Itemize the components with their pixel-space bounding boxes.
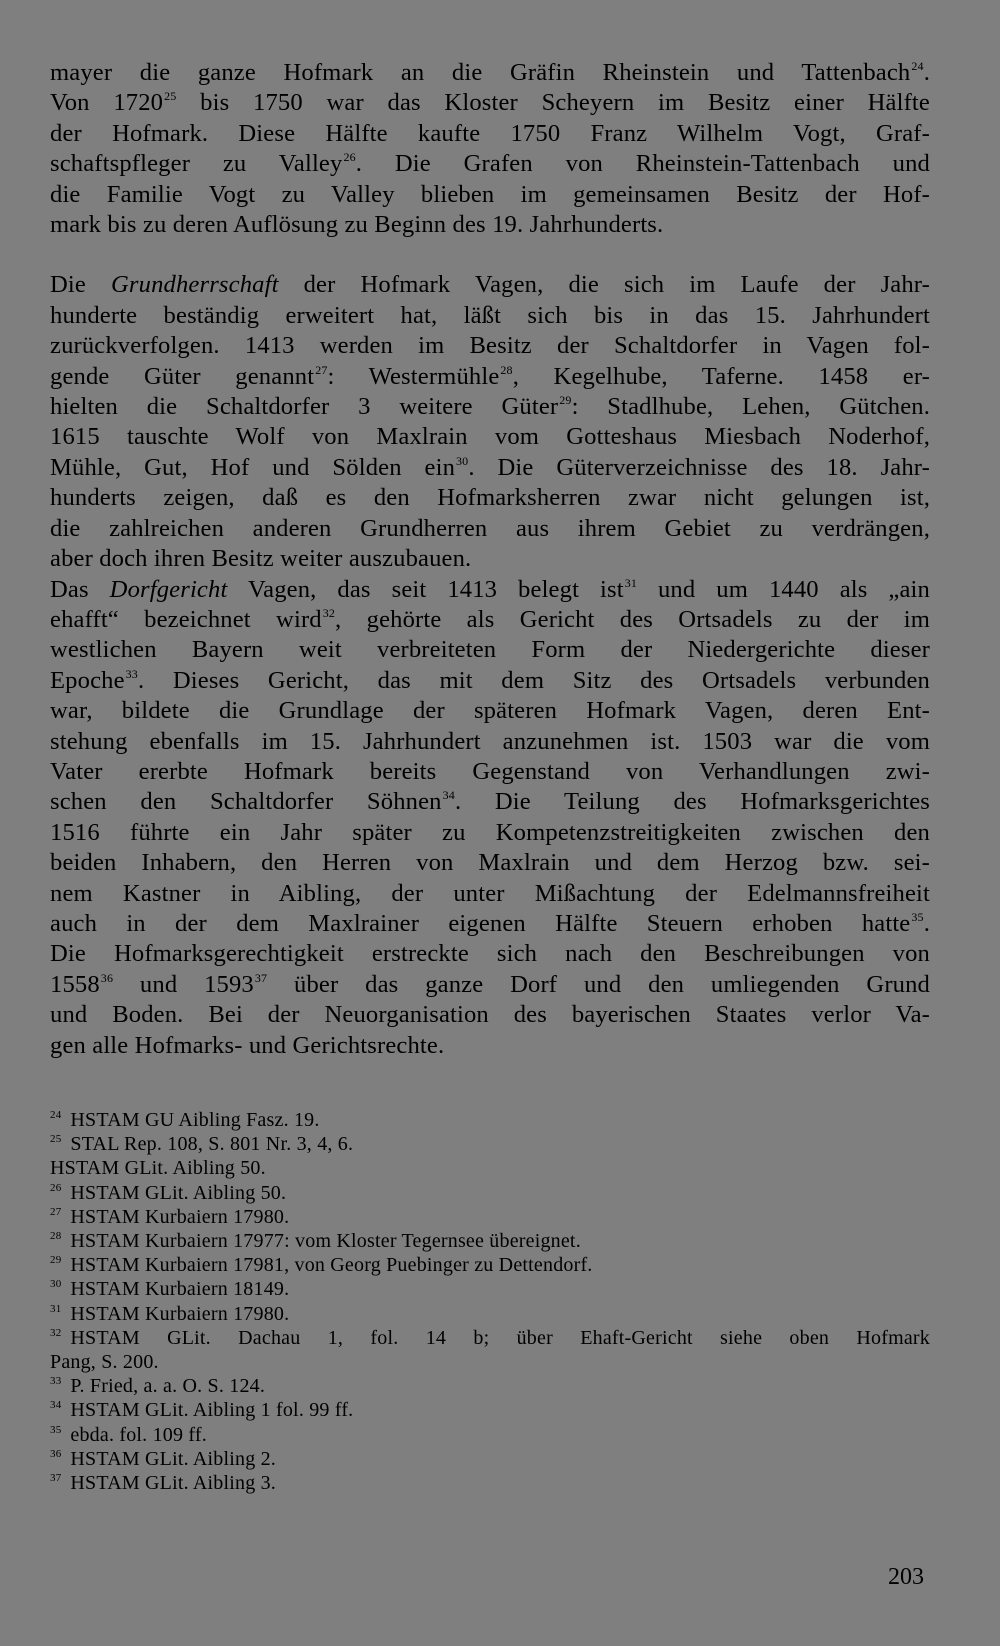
text-line: der Hofmark. Diese Hälfte kaufte 1750 Franz Wilhelm Vogt, Graf- (50, 119, 930, 147)
footnote (50, 1302, 930, 1326)
footnote-text: Pang, S. 200. (50, 1351, 159, 1374)
paragraph-gap (50, 240, 930, 270)
footnote (50, 1181, 930, 1205)
text-line: und Boden. Bei der Neuorganisation des bayerischen Staates verlor Va- (50, 1001, 930, 1029)
text-line: nem Kastner in Aibling, der unter Mißachtung der Edelmannsfreiheit (50, 879, 930, 907)
footnote-ref[interactable]: 33 (125, 666, 138, 681)
footnote-text: HSTAM Kurbaiern 17977: vom Kloster Tegernsee übereignet. (70, 1230, 581, 1253)
footnote-text: HSTAM GLit. Aibling 2. (70, 1447, 276, 1470)
footnote-text: HSTAM GLit. Dachau 1, fol. 14 b; über Ehaft-Gericht siehe oben Hofmark (70, 1326, 930, 1349)
footnote-continuation (50, 1350, 930, 1374)
footnote-ref[interactable]: 37 (254, 970, 268, 985)
footnote-ref[interactable]: 31 (624, 575, 638, 590)
text-line: die Familie Vogt zu Valley blieben im gemeinsamen Besitz der Hof- (50, 180, 930, 208)
footnote (50, 1447, 930, 1471)
footnote-ref[interactable]: 35 (911, 909, 924, 924)
footnote-ref[interactable]: 32 (322, 605, 336, 620)
text-line: war, bildete die Grundlage der späteren Hofmark Vagen, deren Ent- (50, 697, 930, 725)
footnote-number: 24 (50, 1109, 62, 1121)
footnote-number: 25 (50, 1133, 62, 1146)
footnote (50, 1229, 930, 1253)
text-line: Mühle, Gut, Hof und Sölden ein$^{30}$. Die Güterverzeichnisse des 18. Jahr- (50, 453, 930, 481)
text-line: Die Grundherrschaft der Hofmark Vagen, die sich im Laufe der Jahr- (50, 271, 930, 299)
footnote (50, 1374, 930, 1398)
footnote-ref[interactable]: 27 (315, 362, 328, 377)
text-line: hunderts zeigen, daß es den Hofmarksherren zwar nicht gelungen ist, (50, 484, 930, 512)
text-line: 1558$^{36}$ und 1593$^{37}$ über das ganze Dorf und den umliegenden Grund (50, 970, 930, 998)
footnote (50, 1253, 930, 1277)
footnote-ref[interactable]: 24 (911, 59, 924, 73)
footnote-ref[interactable]: 30 (456, 453, 469, 468)
text-line: Epoche$^{33}$. Dieses Gericht, das mit dem Sitz des Ortsadels verbunden (50, 666, 930, 694)
footnote-text: HSTAM GLit. Aibling 50. (70, 1181, 287, 1204)
main-text (50, 58, 930, 1061)
footnote-number: 31 (50, 1302, 62, 1315)
footnote-text: HSTAM GLit. Aibling 50. (50, 1157, 266, 1180)
footnote-text: HSTAM GU Aibling Fasz. 19. (70, 1109, 320, 1131)
text-line: Die Hofmarksgerechtigkeit erstreckte sich nach den Beschreibungen von (50, 940, 930, 968)
text-line: Von 1720$^{25}$ bis 1750 war das Kloster Scheyern im Besitz einer Hälfte (50, 89, 930, 117)
paragraph-hofmark-owners (50, 58, 930, 240)
footnote-continuation (50, 1156, 930, 1180)
text-line: gen alle Hofmarks- und Gerichtsrechte. (50, 1031, 445, 1059)
footnote (50, 1326, 930, 1350)
footnote (50, 1471, 930, 1495)
emphasis-term: Grundherrschaft (111, 271, 279, 299)
footnote-text: STAL Rep. 108, S. 801 Nr. 3, 4, 6. (70, 1133, 354, 1156)
text-line: stehung ebenfalls im 15. Jahrhundert anzunehmen ist. 1503 war die vom (50, 727, 930, 755)
footnote-ref[interactable]: 34 (442, 788, 455, 803)
footnote (50, 1205, 930, 1229)
text-line: beiden Inhabern, den Herren von Maxlrain und dem Herzog bzw. sei- (50, 849, 930, 877)
footnote-ref[interactable]: 36 (100, 970, 114, 985)
footnote-text: HSTAM Kurbaiern 17981, von Georg Puebinger zu Dettendorf. (70, 1254, 593, 1277)
footnote-text: HSTAM GLit. Aibling 3. (70, 1472, 276, 1495)
footnote-text: HSTAM GLit. Aibling 1 fol. 99 ff. (70, 1399, 354, 1422)
footnote-ref[interactable]: 29 (559, 393, 572, 408)
footnote-number: 27 (50, 1205, 62, 1218)
text-line: hunderte beständig erweitert hat, läßt sich bis in das 15. Jahrhundert (50, 301, 930, 329)
text-line: westlichen Bayern weit verbreiteten Form der Niedergerichte dieser (50, 636, 930, 664)
page-number: 203 (888, 1564, 924, 1590)
footnote (50, 1108, 930, 1132)
text-line: Das Dorfgericht Vagen, das seit 1413 belegt ist$^{31}$ und um 1440 als „ain (50, 575, 930, 603)
text-line: gende Güter genannt$^{27}$: Westermühle$^{28}$, Kegelhube, Taferne. 1458 er- (50, 362, 931, 390)
footnote-number: 33 (50, 1375, 62, 1388)
footnote-text: P. Fried, a. a. O. S. 124. (70, 1375, 266, 1398)
text-line: auch in der dem Maxlrainer eigenen Hälfte Steuern erhoben hatte$^{35}$. (50, 909, 930, 937)
footnote-number: 28 (50, 1230, 62, 1243)
text-line: schaftspfleger zu Valley$^{26}$. Die Grafen von Rheinstein-Tattenbach und (50, 150, 930, 178)
footnote (50, 1132, 930, 1156)
footnote-text: HSTAM Kurbaiern 17980. (70, 1205, 290, 1228)
text-line: ehafft“ bezeichnet wird$^{32}$, gehörte als Gericht des Ortsadels zu der im (50, 605, 930, 633)
text-line: 1516 führte ein Jahr später zu Kompetenzstreitigkeiten zwischen den (50, 818, 930, 846)
emphasis-term: Dorfgericht (109, 575, 228, 603)
footnote-ref[interactable]: 28 (500, 362, 513, 377)
paragraph-grundherrschaft (50, 270, 930, 574)
footnote-number: 32 (50, 1326, 62, 1339)
footnote-text: HSTAM Kurbaiern 18149. (70, 1278, 290, 1301)
footnote-ref[interactable]: 25 (164, 89, 177, 104)
text-line: Vater ererbte Hofmark bereits Gegenstand von Verhandlungen zwi- (50, 757, 930, 785)
footnote-number: 30 (50, 1278, 62, 1291)
footnote-number: 37 (50, 1472, 62, 1485)
footnote (50, 1423, 930, 1447)
footnote (50, 1398, 930, 1422)
footnote-text: HSTAM Kurbaiern 17980. (70, 1302, 290, 1325)
text-line: hielten die Schaltdorfer 3 weitere Güter$^{29}$: Stadlhube, Lehen, Gütchen. (50, 393, 931, 421)
footnote-number: 26 (50, 1181, 62, 1194)
text-line: mayer die ganze Hofmark an die Gräfin Rheinstein und Tattenbach$^{24}$. (50, 59, 930, 86)
text-line: die zahlreichen anderen Grundherren aus ihrem Gebiet zu verdrängen, (50, 514, 930, 542)
text-line: 1615 tauschte Wolf von Maxlrain vom Gotteshaus Miesbach Noderhof, (50, 423, 930, 451)
footnote-ref[interactable]: 26 (343, 150, 356, 165)
text-line: zurückverfolgen. 1413 werden im Besitz der Schaltdorfer in Vagen fol- (50, 332, 930, 360)
footnote-number: 35 (50, 1423, 62, 1436)
paragraph-dorfgericht (50, 575, 930, 1062)
text-line: aber doch ihren Besitz weiter auszubauen. (50, 545, 472, 573)
footnote-text: ebda. fol. 109 ff. (70, 1423, 207, 1446)
text-line: schen den Schaltdorfer Söhnen$^{34}$. Die Teilung des Hofmarksgerichtes (50, 788, 930, 816)
footnote (50, 1277, 930, 1301)
footnote-number: 29 (50, 1254, 62, 1267)
footnote-number: 34 (50, 1399, 62, 1412)
text-line: mark bis zu deren Auflösung zu Beginn des 19. Jahrhunderts. (50, 211, 664, 239)
footnote-number: 36 (50, 1447, 62, 1460)
footnotes-section (50, 1108, 930, 1495)
